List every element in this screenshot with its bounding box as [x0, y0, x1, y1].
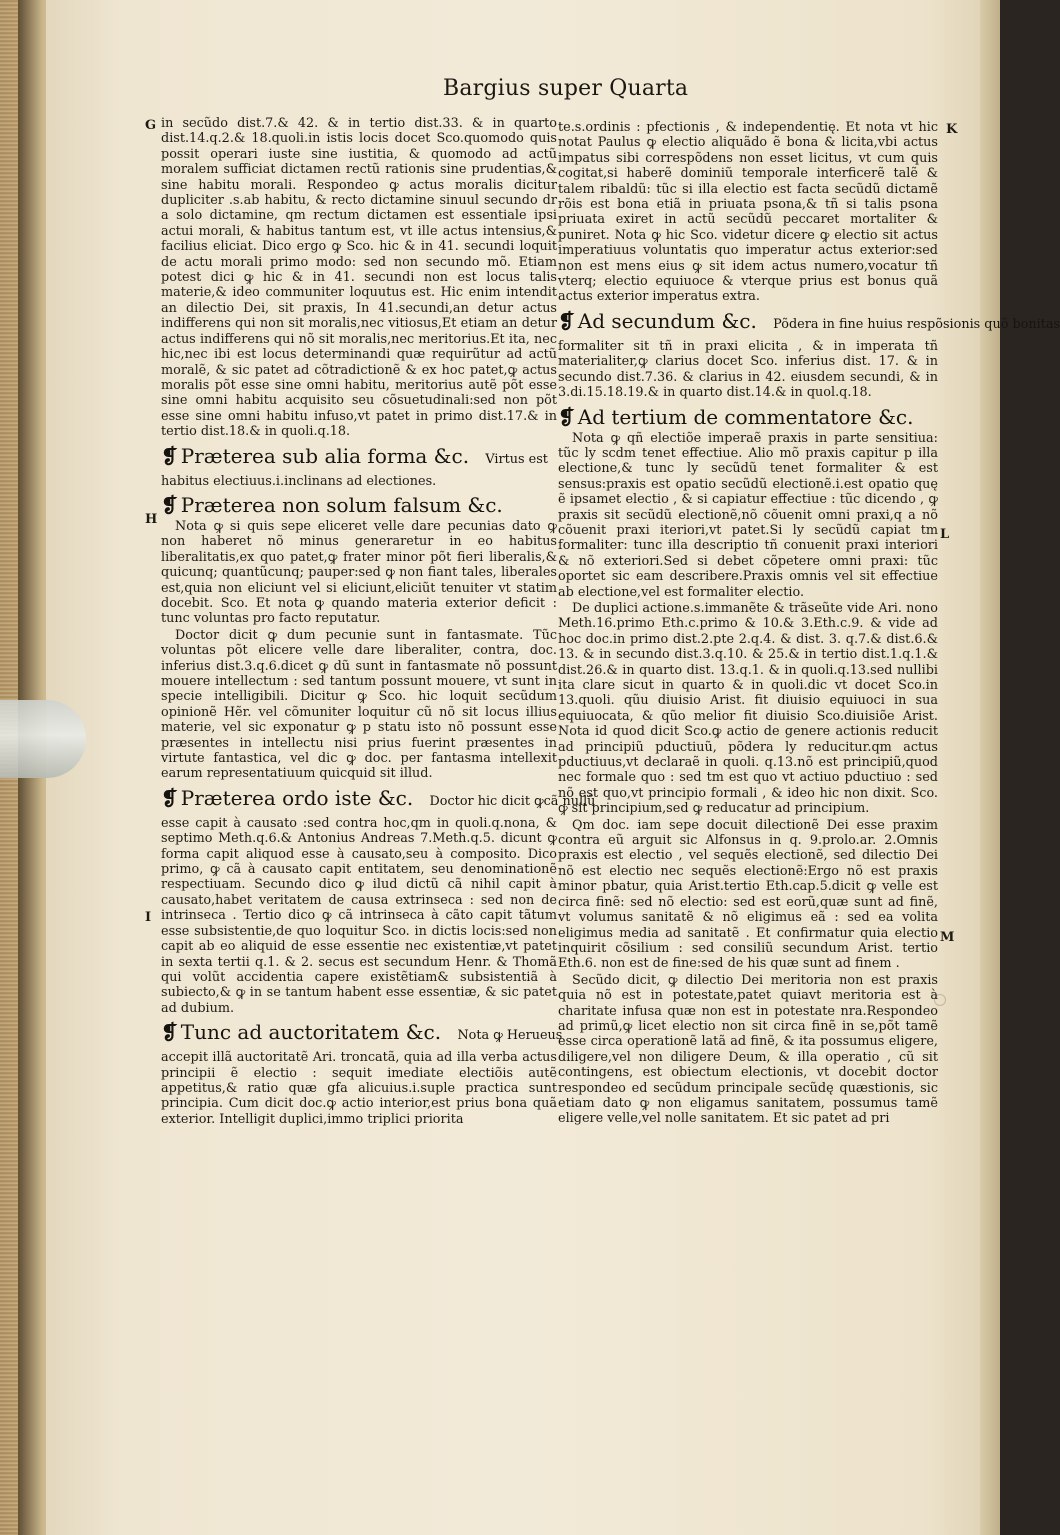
margin-letter-l: L — [940, 527, 950, 542]
running-head: Bargius super Quarta — [443, 76, 689, 101]
margin-letter-h: H — [145, 512, 158, 527]
pilcrow-icon: ❡ — [558, 308, 575, 333]
left-heading-4 — [161, 1020, 563, 1048]
right-heading-2 — [558, 405, 938, 429]
left-paragraph-1: in secũdo dist.7.& 42. & in tertio dist.33. & in quarto dist.14.q.2.& 18.quoli.in istis locis docet Sco.quomodo quis possit operari iuste sine iustitia, & quomodo ad actũ moralem sufficiat dictamen rectũ rationis sine prudentias,& sine habitu morali. Respondeo ꝙ actus moralis dicitur dupliciter .s.ab habitu, & recto dictamine sinuul secundo dr a solo dictamine, qm rectum dictamen est essentiale ipsi actui morali, & habitus tantum est, vt ille actus intensius,& facilius eliciat. Dico ergo ꝙ Sco. hic & in 41. secundi loquit de actu morali primo modo: sed non secundo mõ. Etiam potest dici ꝙ hic & in 41. secundi non est locus talis materie,& ideo communiter loquutus est. Hic enim intendit an dilectio Dei, sit praxis, In 41.secundi,an detur actus indifferens qui non sit moralis,nec vitiosus,Et etiam an detur actus indifferens qui nõ sit moralis,nec meritorius.Et ita, nec hic,nec ibi est locus determinandi quæ requirũtur ad actũ moralẽ, & sic patet ad cõtradictionẽ & ex hoc patet,ꝙ actus moralis põt esse sine omni habitu, meritorius autẽ põt esse sine omni habitu acquisito seu cõsuetudinali:sed non põt esse sine omni habitu infuso,vt patet in primo dist.17.& in tertio dist.18.& in quoli.q.18. — [161, 116, 557, 440]
right-paragraph-5: Qm doc. iam sepe docuit dilectionẽ Dei esse praxim contra eũ arguit sic Alfonsus in q. 9.prolo.ar. 2.Omnis praxis est electio , vel sequẽs electionẽ, sed dilectio Dei nõ est electio nec sequẽs electionẽ:Ergo nõ est praxis minor pbatur, quia Arist.tertio Eth.cap.5.dicit ꝙ velle est circa finẽ: sed nõ electio: sed est eorũ,quæ sunt ad finẽ, vt volumus sanitatẽ & nõ eligimus eã : sed ea volita eligimus media ad sanitatẽ . Et confirmatur quia electio inquirit cõsilium : sed consiliũ secundum Arist. tertio Eth.6. non est de fine:sed de his quæ sunt ad finem . — [558, 817, 938, 972]
left-paragraph-2: Nota ꝙ si quis sepe eliceret velle dare pecunias dato ꝙ non haberet nõ minus generaretur in eo habitus liberalitatis,ex quo patet,ꝙ frater minor põt fieri liberalis,& quicunq; quantũcunq; pauper:sed ꝙ non fiant tales, liberales est,quia non eliciunt vel si eliciunt,eliciũt tenuiter vt statim docebit. Sco. Et nota ꝙ quando materia exterior deficit : tunc voluntas pro facto reputatur. — [161, 518, 557, 627]
margin-letter-i: I — [145, 910, 152, 925]
margin-letter-k: K — [946, 122, 958, 137]
right-heading-1-note: Põdera in fine huius respõsionis quõ bonitas — [773, 316, 1060, 332]
right-heading-2-text: Ad tertium de commentatore &c. — [577, 404, 914, 429]
left-paragraph-5: accepit illã auctoritatẽ Ari. troncatã, quia ad illa verba actus principii ẽ electio : sequit imediate electiõis autẽ appetitus,& ratio quæ gfa alicuius.i.suple practica sunt principia. Cum dicit doc.ꝙ actio interior,est prius bona quã exterior. Intelligit duplici,immo triplici priorita — [161, 1050, 557, 1127]
left-heading-2 — [161, 493, 557, 517]
left-heading-3-note: Doctor hic dicit ꝙcã nullũ — [429, 793, 596, 809]
left-paragraph-3: Doctor dicit ꝙ dum pecunie sunt in fantasmate. Tũc voluntas põt elicere velle dare liberaliter, contra, doc. inferius dist.3.q.6.dicet ꝙ dũ sunt in fantasmate nõ possunt mouere intellectum : sed tantum possunt mouere, vt sunt in specie intelligibili. Dicitur ꝙ Sco. hic loquit secũdum opinionẽ Hẽr. vel cõmuniter loquitur cũ nõ sit locus illius materie, vel sic exponatur ꝙ p statu isto nõ possunt esse præsentes in intellectu nisi prius fuerint præsentes in virtute fantastica, vel dic ꝙ doc. per fantasma intellexit earum representatiuum quicquid sit illud. — [161, 627, 557, 782]
left-heading-1-note: Virtus est — [485, 451, 548, 467]
right-paragraph-2: formaliter sit tñ in praxi elicita , & in imperata tñ materialiter,ꝙ clarius docet Sco. inferius dist. 17. & in secundo dist.7.36. & clarius in 42. eiusdem secundi, & in 3.di.15.18.19.& in quarto dist.14.& in quol.q.18. — [558, 338, 938, 401]
left-heading-1-text: Præterea sub alia forma &c. — [180, 443, 470, 468]
pilcrow-icon: ❡ — [558, 404, 575, 429]
left-heading-1 — [161, 444, 557, 472]
right-heading-1-text: Ad secundum &c. — [577, 308, 757, 333]
right-column — [558, 120, 1060, 1330]
right-paragraph-6: Secũdo dicit, ꝙ dilectio Dei meritoria non est praxis quia nõ est in potestate,patet quiavt meritoria est à charitate infusa quæ non est in potestate nra.Respondeo ad primũ,ꝙ licet electio non sit circa finẽ in se,põt tamẽ esse circa operationẽ latã ad finẽ, & ita possumus eligere, diligere,vel non diligere Deum, & illa operatio , cũ sit contingens, est obiectum electionis, vt docebit doctor respondeo ed secũdum principale secũdę quæstionis, sic etiam dato ꝙ non eligamus sanitatem, possumus tamẽ eligere velle,vel nolle sanitatem. Et sic patet ad pri — [558, 972, 938, 1127]
pilcrow-icon: ❡ — [161, 443, 178, 468]
left-heading-1-continuation: habitus electiuus.i.inclinans ad electiones. — [161, 473, 437, 489]
pilcrow-icon: ❡ — [161, 785, 178, 810]
right-heading-1 — [558, 308, 1060, 337]
left-heading-3-text: Præterea ordo iste &c. — [180, 785, 414, 810]
right-paragraph-1: te.s.ordinis : pfectionis , & independentię. Et nota vt hic notat Paulus ꝙ electio aliquãdo ẽ bona & licita,vbi actus impatus sibi correspõdens non esset licitus, vt cum quis cogitat,si haberẽ dominiũ temporale interficerẽ talẽ & talem ribaldũ: tũc si illa electio est facta secũdũ dictamẽ rõis est bona etiã in priuata psona,& tñ si talis psona priuata exiret in actũ secũdũ peccaret mortaliter & puniret. Nota ꝙ hic Sco. videtur dicere ꝙ electio sit actus imperatiuus voluntatis quo imperatur actus exterior:sed non est mens eius ꝙ sit idem actus numero,vocatur tñ vterq; electio equiuoce & vterque prius est bonus quã actus exterior imperatus extra. — [558, 120, 938, 305]
pilcrow-icon: ❡ — [161, 1020, 178, 1045]
right-paragraph-3: Nota ꝙ qñ electiõe imperaẽ praxis in parte sensitiua: tũc ly scdm tenet effectiue. Alio mõ praxis capitur p illa electione,& tunc ly secũdũ tenet formaliter & est sensus:praxis est opatio secũdũ electionẽ.i.est opatio quę ẽ ipsamet electio , & si capiatur effectiue : tũc dicendo , ꝙ praxis sit secũdũ electionẽ,nõ cõuenit omni praxi,q a nõ cõuenit praxi iteriori,vt patet.Si ly secũdũ capiat tm formaliter: tunc illa descriptio tñ conuenit praxi interiori & nõ exteriori.Sed si debet cõpetere omni praxi: tũc oportet sic eam describere.Praxis omnis vel sit effectiue ab electione,vel est formaliter electio. — [558, 430, 938, 600]
left-heading-4-text: Tunc ad auctoritatem &c. — [180, 1020, 442, 1045]
left-heading-4-note: Nota ꝙ Herueus — [457, 1028, 563, 1044]
left-paragraph-4: esse capit à causato :sed contra hoc,qm in quoli.q.nona, & septimo Meth.q.6.& Antonius Andreas 7.Meth.q.5. dicunt ꝙ forma capit aliquod esse à causato,seu à composito. Dico primo, ꝙ cã à causato capit entitatem, seu denominationẽ respectiuam. Secundo dico ꝙ ilud dictũ cã nihil capit à causato,habet veritatem de causa extrinseca : sed non de intrinseca . Tertio dico ꝙ cã intrinseca à cãto capit tãtum esse subsistentie,de quo loquitur Sco. in dictis locis:sed non capit ab eo aliquid de esse essentie nec existentiæ,vt patet in sexta tertii q.1. & 2. secus est secundum Henr. & Thomã qui volũt accidentia capere existẽtiam& subsistentiã à subiecto,& ꝙ in se tantum habent esse essentiæ, & sic patet ad dubium. — [161, 815, 557, 1016]
page-right-edge — [980, 0, 1000, 1535]
page-clip — [0, 700, 86, 778]
margin-letter-g: G — [145, 118, 157, 133]
pilcrow-icon: ❡ — [161, 492, 178, 517]
left-column — [161, 116, 596, 1326]
left-heading-2-text: Præterea non solum falsum &c. — [180, 492, 503, 517]
right-paragraph-4: De duplici actione.s.immanẽte & trãseũte vide Ari. nono Meth.16.primo Eth.c.primo & 10.& 3.Eth.c.9. & vide ad hoc doc.in primo dist.2.pte 2.q.4. & dist. 3. q.7.& dist.6.& 13. & in secundo dist.3.q.10. & 25.& in tertio dist.1.q.1.& dist.26.& in quarto dist. 13.q.1. & in quoli.q.13.sed nullibi ita clare sicut in quarto & in quoli.dic vt docet Sco.in 13.quoli. qũu diuisio Arist. fit diuisio equiuoci in sua equiuocata, & qũo melior fit diuisio Sco.diuisiõe Arist. Nota id quod dicit Sco.ꝙ actio de genere actionis reducit ad principiũ pductiuũ, põdera ly reducitur.qm actus pductiuus,vt declaraẽ in quoli. q.13.nõ est principiũ,quod nec formale quo : sed tm est quo vt actiuo pductiuo : sed nõ est quo,vt principio formali , & ideo hic non dixit. Sco. ꝙ sit principium,sed ꝙ reducatur ad principium. — [558, 600, 938, 817]
left-heading-3 — [161, 785, 596, 814]
margin-letter-m: M — [940, 930, 955, 945]
